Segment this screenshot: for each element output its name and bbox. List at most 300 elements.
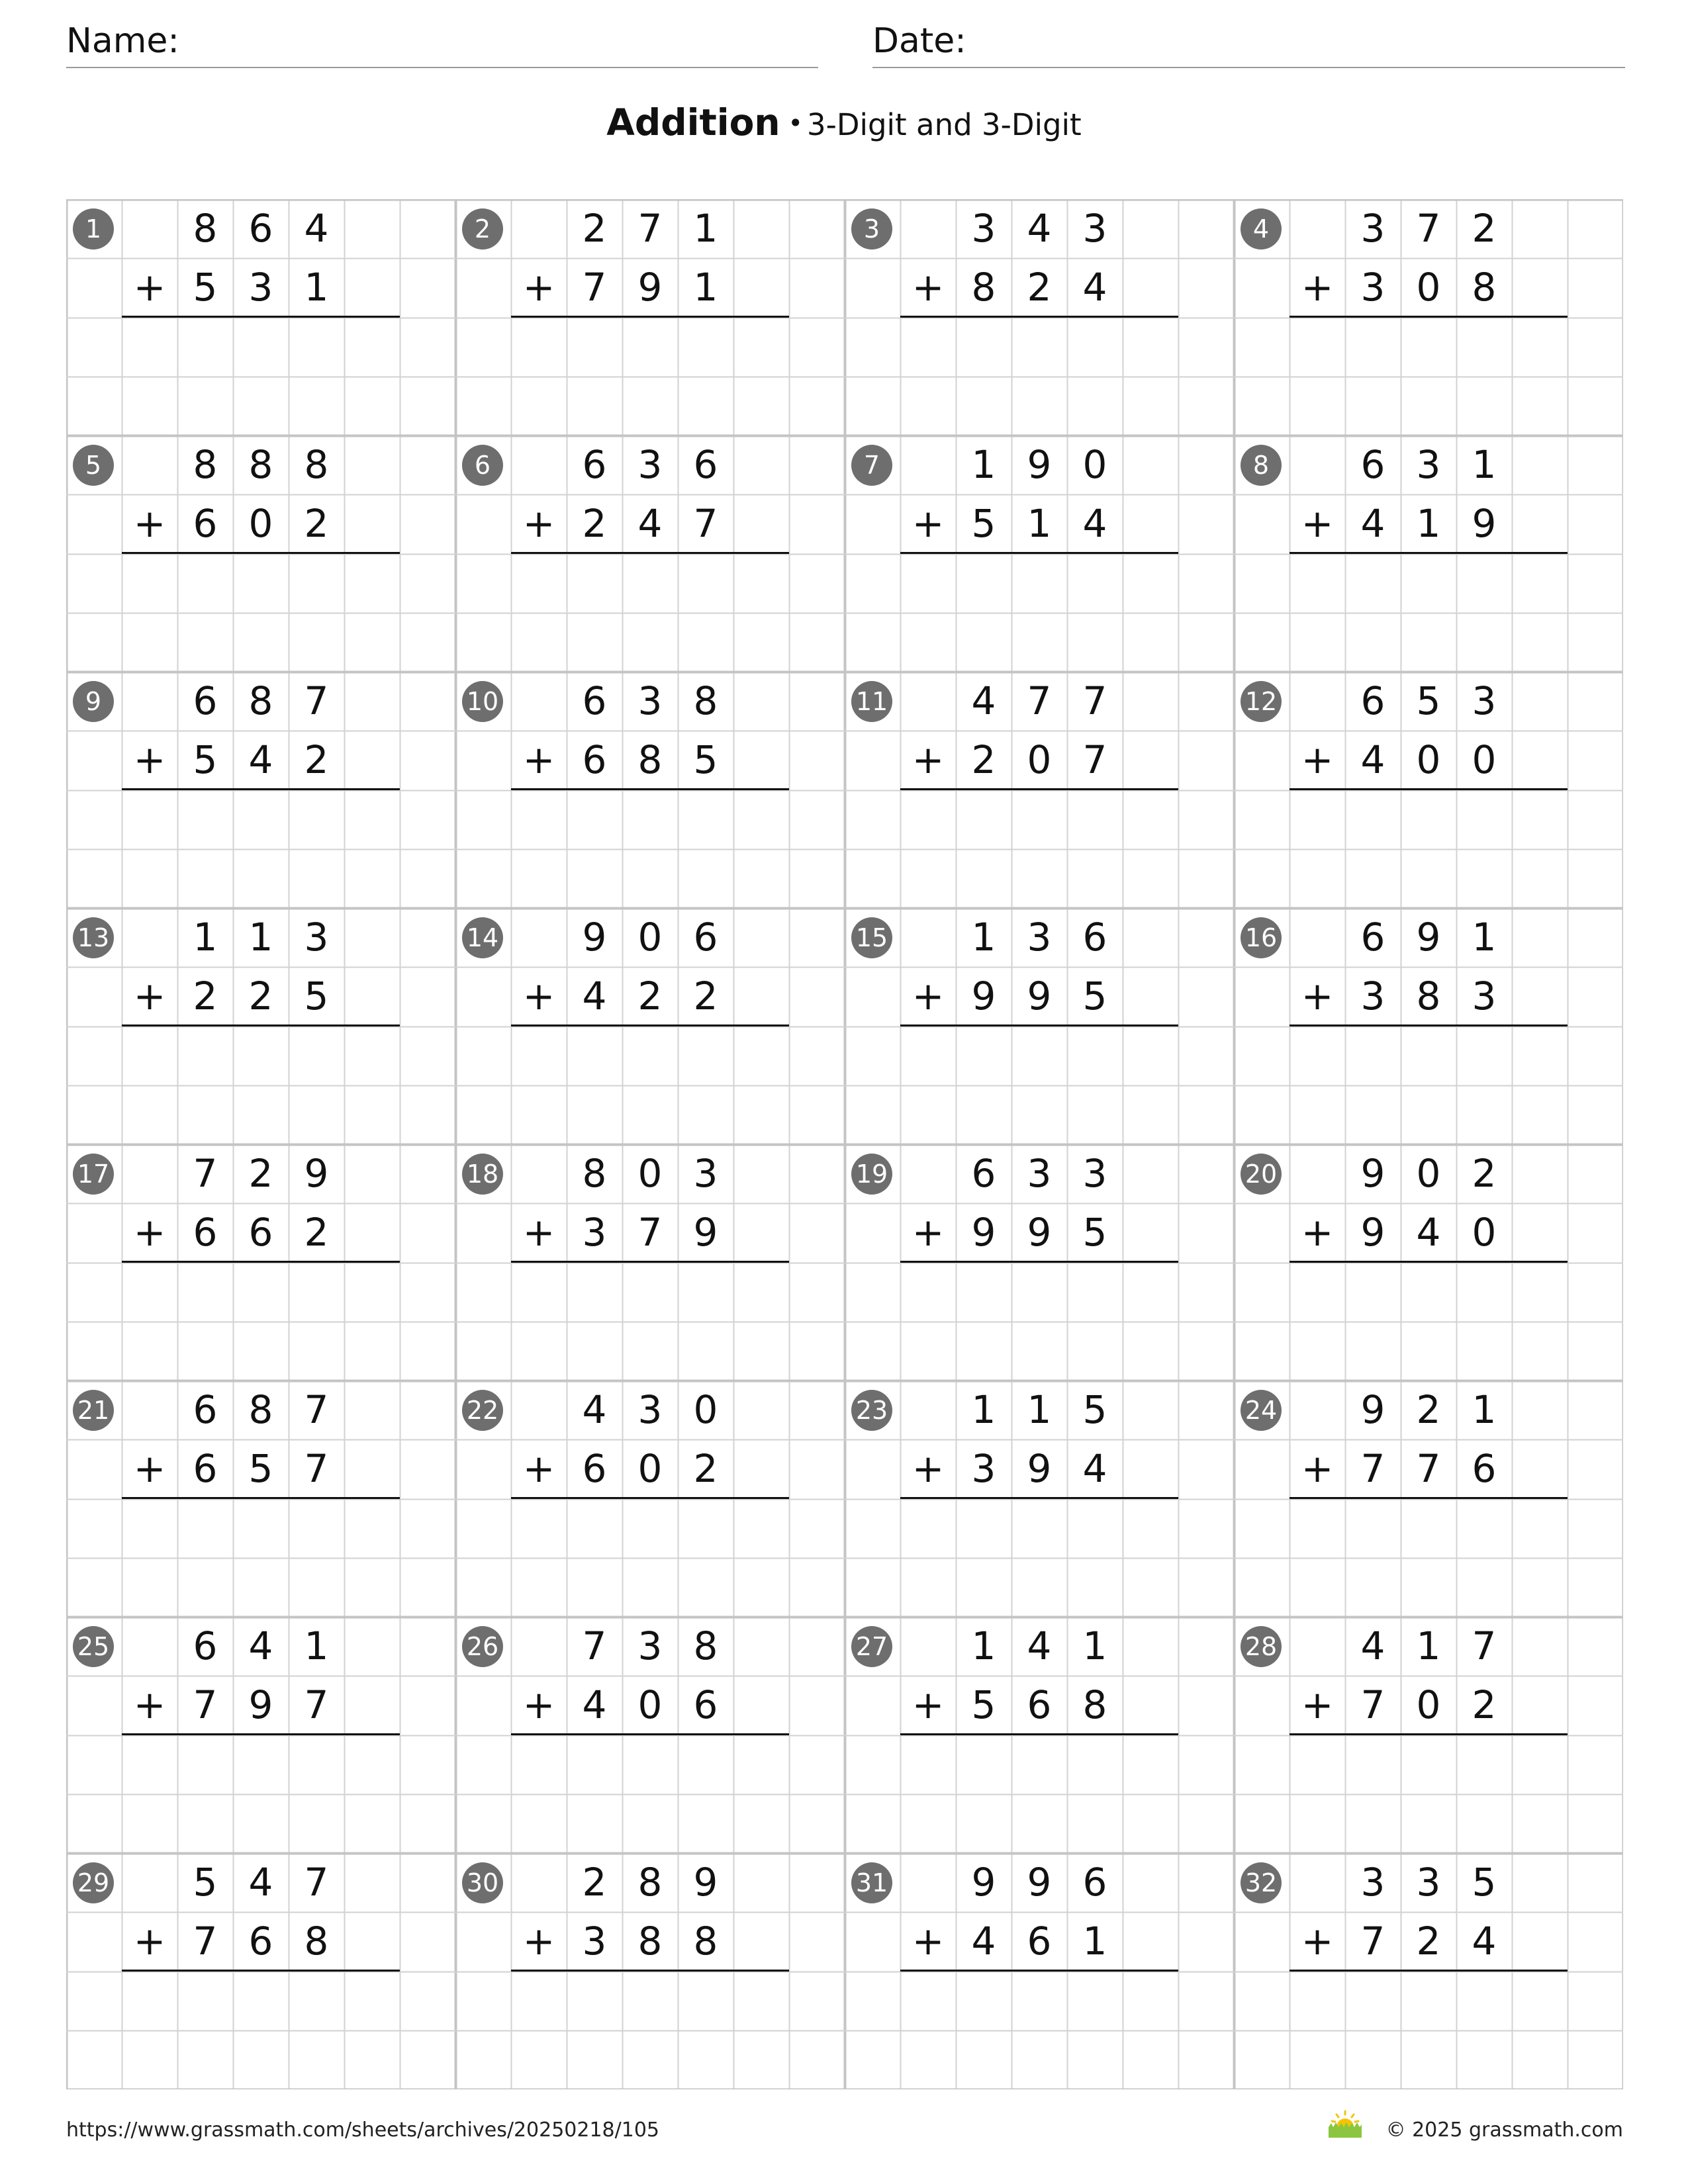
addend-bottom-digit: 8 xyxy=(1472,265,1497,310)
addend-top-digit: 9 xyxy=(971,1860,996,1905)
plus-operator: + xyxy=(1301,1446,1334,1491)
problem-30 xyxy=(455,1853,845,2089)
problem-20 xyxy=(1234,1144,1623,1381)
addend-bottom-digit: 5 xyxy=(1082,974,1107,1019)
addend-bottom-digit: 3 xyxy=(1360,974,1385,1019)
addend-top-digit: 3 xyxy=(1360,1860,1385,1905)
addend-top-digit: 3 xyxy=(693,1151,718,1196)
answer-line xyxy=(1289,1261,1568,1263)
addend-bottom-digit: 4 xyxy=(1082,1446,1107,1491)
answer-line xyxy=(900,1261,1178,1263)
problem-number-badge: 18 xyxy=(462,1154,503,1195)
addend-bottom-digit: 7 xyxy=(193,1919,218,1964)
addend-top-digit: 1 xyxy=(1416,1623,1441,1668)
answer-line xyxy=(900,788,1178,790)
addend-bottom-digit: 4 xyxy=(1082,501,1107,546)
addend-bottom-digit: 6 xyxy=(1027,1919,1052,1964)
answer-line xyxy=(1289,552,1568,554)
addend-bottom-digit: 6 xyxy=(1472,1446,1497,1491)
addend-top-digit: 4 xyxy=(1027,206,1052,251)
footer-url: https://www.grassmath.com/sheets/archives/20250218/105 xyxy=(66,2118,660,2142)
addend-bottom-digit: 1 xyxy=(1082,1919,1107,1964)
addend-top-digit: 8 xyxy=(193,442,218,487)
addend-bottom-digit: 9 xyxy=(971,1210,996,1255)
answer-line xyxy=(511,1970,789,1972)
addend-bottom-digit: 0 xyxy=(1472,1210,1497,1255)
addend-bottom-digit: 0 xyxy=(1027,737,1052,782)
problem-number-badge: 16 xyxy=(1241,917,1282,958)
addend-bottom-digit: 7 xyxy=(193,1682,218,1727)
addend-top-digit: 6 xyxy=(193,1623,218,1668)
addend-bottom-digit: 9 xyxy=(637,265,663,310)
problem-number-badge: 10 xyxy=(462,681,503,722)
plus-operator: + xyxy=(522,1682,555,1727)
addend-top-digit: 4 xyxy=(582,1387,607,1432)
addend-bottom-digit: 6 xyxy=(582,1446,607,1491)
problem-number-badge: 19 xyxy=(851,1154,892,1195)
problem-28 xyxy=(1234,1617,1623,1853)
addend-top-digit: 2 xyxy=(1416,1387,1441,1432)
footer-copyright: © 2025 grassmath.com xyxy=(1385,2118,1623,2142)
addend-bottom-digit: 2 xyxy=(1472,1682,1497,1727)
problem-10 xyxy=(455,672,845,908)
plus-operator: + xyxy=(133,265,166,310)
addend-top-digit: 6 xyxy=(1360,915,1385,960)
plus-operator: + xyxy=(912,737,945,782)
answer-line xyxy=(511,1261,789,1263)
plus-operator: + xyxy=(133,737,166,782)
answer-line xyxy=(122,1261,400,1263)
answer-line xyxy=(900,316,1178,318)
addend-bottom-digit: 0 xyxy=(1416,1682,1441,1727)
addend-bottom-digit: 8 xyxy=(637,1919,663,1964)
addend-bottom-digit: 8 xyxy=(1082,1682,1107,1727)
addend-bottom-digit: 6 xyxy=(693,1682,718,1727)
answer-line xyxy=(1289,316,1568,318)
plus-operator: + xyxy=(522,1210,555,1255)
addend-top-digit: 3 xyxy=(637,1387,663,1432)
problem-number-badge: 20 xyxy=(1241,1154,1282,1195)
problem-11 xyxy=(845,672,1234,908)
addend-top-digit: 8 xyxy=(582,1151,607,1196)
answer-line xyxy=(1289,1970,1568,1972)
problem-25 xyxy=(66,1617,455,1853)
addend-bottom-digit: 2 xyxy=(248,974,273,1019)
addend-bottom-digit: 3 xyxy=(582,1919,607,1964)
problem-21 xyxy=(66,1381,455,1617)
addend-bottom-digit: 2 xyxy=(304,1210,329,1255)
addend-top-digit: 3 xyxy=(1027,1151,1052,1196)
addend-bottom-digit: 2 xyxy=(1027,265,1052,310)
addend-top-digit: 1 xyxy=(971,915,996,960)
answer-line xyxy=(1289,1733,1568,1735)
problem-5 xyxy=(66,435,455,672)
addend-bottom-digit: 5 xyxy=(304,974,329,1019)
addend-bottom-digit: 7 xyxy=(582,265,607,310)
problem-number-badge: 14 xyxy=(462,917,503,958)
date-field-line[interactable] xyxy=(872,67,1625,68)
name-label: Name: xyxy=(66,21,179,61)
plus-operator: + xyxy=(912,1682,945,1727)
addend-top-digit: 5 xyxy=(1472,1860,1497,1905)
addend-bottom-digit: 5 xyxy=(193,737,218,782)
problem-4 xyxy=(1234,199,1623,435)
addend-bottom-digit: 7 xyxy=(1082,737,1107,782)
problem-32 xyxy=(1234,1853,1623,2089)
plus-operator: + xyxy=(1301,737,1334,782)
addend-bottom-digit: 9 xyxy=(248,1682,273,1727)
addend-top-digit: 4 xyxy=(248,1623,273,1668)
plus-operator: + xyxy=(1301,501,1334,546)
addend-bottom-digit: 8 xyxy=(971,265,996,310)
addend-bottom-digit: 7 xyxy=(693,501,718,546)
addend-top-digit: 3 xyxy=(637,442,663,487)
addend-top-digit: 3 xyxy=(637,1623,663,1668)
addend-top-digit: 0 xyxy=(1082,442,1107,487)
addend-top-digit: 7 xyxy=(637,206,663,251)
answer-line xyxy=(511,1733,789,1735)
addend-top-digit: 1 xyxy=(971,1387,996,1432)
addend-top-digit: 9 xyxy=(1360,1151,1385,1196)
date-label: Date: xyxy=(872,21,966,61)
answer-line xyxy=(122,1970,400,1972)
addend-top-digit: 9 xyxy=(304,1151,329,1196)
addend-top-digit: 5 xyxy=(1082,1387,1107,1432)
addend-bottom-digit: 2 xyxy=(193,974,218,1019)
problem-grid xyxy=(66,199,1623,2089)
addend-bottom-digit: 6 xyxy=(248,1210,273,1255)
problem-number-badge: 28 xyxy=(1241,1626,1282,1667)
addend-bottom-digit: 9 xyxy=(1472,501,1497,546)
addend-bottom-digit: 0 xyxy=(248,501,273,546)
addend-top-digit: 4 xyxy=(248,1860,273,1905)
problem-6 xyxy=(455,435,845,672)
addend-bottom-digit: 9 xyxy=(1027,1446,1052,1491)
addend-top-digit: 6 xyxy=(693,442,718,487)
addend-top-digit: 8 xyxy=(248,442,273,487)
plus-operator: + xyxy=(912,265,945,310)
addend-bottom-digit: 3 xyxy=(582,1210,607,1255)
problem-number-badge: 6 xyxy=(462,445,503,486)
plus-operator: + xyxy=(133,1919,166,1964)
plus-operator: + xyxy=(912,1210,945,1255)
addend-top-digit: 3 xyxy=(1082,206,1107,251)
problem-number-badge: 15 xyxy=(851,917,892,958)
addend-bottom-digit: 4 xyxy=(971,1919,996,1964)
addend-top-digit: 8 xyxy=(304,442,329,487)
addend-bottom-digit: 9 xyxy=(1027,1210,1052,1255)
answer-line xyxy=(122,788,400,790)
addend-top-digit: 7 xyxy=(1472,1623,1497,1668)
answer-line xyxy=(900,1024,1178,1026)
plus-operator: + xyxy=(912,1446,945,1491)
addend-top-digit: 3 xyxy=(1472,678,1497,723)
addend-top-digit: 1 xyxy=(304,1623,329,1668)
plus-operator: + xyxy=(133,1210,166,1255)
addend-top-digit: 3 xyxy=(1416,442,1441,487)
addend-bottom-digit: 6 xyxy=(1027,1682,1052,1727)
addend-bottom-digit: 5 xyxy=(971,501,996,546)
addend-top-digit: 6 xyxy=(582,442,607,487)
addend-bottom-digit: 9 xyxy=(693,1210,718,1255)
answer-line xyxy=(900,1970,1178,1972)
addend-top-digit: 6 xyxy=(1360,678,1385,723)
addend-bottom-digit: 7 xyxy=(304,1446,329,1491)
addend-bottom-digit: 5 xyxy=(693,737,718,782)
addend-top-digit: 0 xyxy=(1416,1151,1441,1196)
problem-8 xyxy=(1234,435,1623,672)
problem-14 xyxy=(455,908,845,1144)
addend-bottom-digit: 5 xyxy=(971,1682,996,1727)
addend-top-digit: 9 xyxy=(1416,915,1441,960)
addend-top-digit: 0 xyxy=(693,1387,718,1432)
problem-number-badge: 25 xyxy=(73,1626,114,1667)
problem-number-badge: 5 xyxy=(73,445,114,486)
problem-17 xyxy=(66,1144,455,1381)
title-subtitle: 3-Digit and 3-Digit xyxy=(806,107,1082,142)
plus-operator: + xyxy=(1301,974,1334,1019)
plus-operator: + xyxy=(912,501,945,546)
addend-top-digit: 3 xyxy=(1027,915,1052,960)
problem-number-badge: 30 xyxy=(462,1862,503,1903)
plus-operator: + xyxy=(1301,1919,1334,1964)
addend-bottom-digit: 1 xyxy=(693,265,718,310)
addend-bottom-digit: 3 xyxy=(248,265,273,310)
addend-bottom-digit: 4 xyxy=(637,501,663,546)
addend-top-digit: 9 xyxy=(582,915,607,960)
problem-18 xyxy=(455,1144,845,1381)
addend-top-digit: 7 xyxy=(304,678,329,723)
plus-operator: + xyxy=(133,1446,166,1491)
problem-24 xyxy=(1234,1381,1623,1617)
problem-3 xyxy=(845,199,1234,435)
answer-line xyxy=(122,1024,400,1026)
problem-15 xyxy=(845,908,1234,1144)
plus-operator: + xyxy=(522,974,555,1019)
answer-line xyxy=(511,552,789,554)
addend-bottom-digit: 2 xyxy=(637,974,663,1019)
addend-top-digit: 9 xyxy=(693,1860,718,1905)
addend-bottom-digit: 0 xyxy=(637,1446,663,1491)
addend-bottom-digit: 4 xyxy=(582,974,607,1019)
plus-operator: + xyxy=(522,1446,555,1491)
addend-top-digit: 2 xyxy=(582,206,607,251)
answer-line xyxy=(900,1497,1178,1499)
problem-number-badge: 24 xyxy=(1241,1390,1282,1431)
addend-bottom-digit: 0 xyxy=(637,1682,663,1727)
problem-number-badge: 13 xyxy=(73,917,114,958)
addend-bottom-digit: 1 xyxy=(1027,501,1052,546)
addend-top-digit: 8 xyxy=(193,206,218,251)
addend-top-digit: 8 xyxy=(248,678,273,723)
addend-top-digit: 5 xyxy=(1416,678,1441,723)
addend-bottom-digit: 5 xyxy=(193,265,218,310)
problem-number-badge: 9 xyxy=(73,681,114,722)
plus-operator: + xyxy=(522,1919,555,1964)
addend-bottom-digit: 9 xyxy=(1360,1210,1385,1255)
answer-line xyxy=(122,1497,400,1499)
addend-top-digit: 2 xyxy=(1472,1151,1497,1196)
problem-number-badge: 23 xyxy=(851,1390,892,1431)
addend-bottom-digit: 6 xyxy=(248,1919,273,1964)
addend-top-digit: 8 xyxy=(693,678,718,723)
addend-bottom-digit: 6 xyxy=(582,737,607,782)
addend-bottom-digit: 9 xyxy=(971,974,996,1019)
problem-number-badge: 22 xyxy=(462,1390,503,1431)
addend-top-digit: 6 xyxy=(193,678,218,723)
addend-bottom-digit: 0 xyxy=(1472,737,1497,782)
addend-top-digit: 7 xyxy=(582,1623,607,1668)
addend-bottom-digit: 2 xyxy=(693,974,718,1019)
addend-bottom-digit: 9 xyxy=(1027,974,1052,1019)
answer-line xyxy=(122,316,400,318)
answer-line xyxy=(1289,788,1568,790)
addend-bottom-digit: 2 xyxy=(304,501,329,546)
plus-operator: + xyxy=(1301,265,1334,310)
addend-bottom-digit: 0 xyxy=(1416,737,1441,782)
addend-top-digit: 5 xyxy=(193,1860,218,1905)
problem-number-badge: 7 xyxy=(851,445,892,486)
addend-bottom-digit: 2 xyxy=(693,1446,718,1491)
addend-top-digit: 7 xyxy=(1416,206,1441,251)
answer-line xyxy=(511,788,789,790)
answer-line xyxy=(900,1733,1178,1735)
plus-operator: + xyxy=(522,265,555,310)
addend-top-digit: 1 xyxy=(1472,442,1497,487)
addend-top-digit: 9 xyxy=(1360,1387,1385,1432)
problem-7 xyxy=(845,435,1234,672)
addend-top-digit: 9 xyxy=(1027,442,1052,487)
addend-top-digit: 1 xyxy=(193,915,218,960)
addend-bottom-digit: 6 xyxy=(193,1446,218,1491)
answer-line xyxy=(122,552,400,554)
addend-bottom-digit: 3 xyxy=(1472,974,1497,1019)
addend-top-digit: 1 xyxy=(248,915,273,960)
plus-operator: + xyxy=(912,974,945,1019)
addend-top-digit: 1 xyxy=(693,206,718,251)
addend-top-digit: 4 xyxy=(1360,1623,1385,1668)
problem-29 xyxy=(66,1853,455,2089)
problem-number-badge: 31 xyxy=(851,1862,892,1903)
plus-operator: + xyxy=(133,501,166,546)
problem-number-badge: 1 xyxy=(73,208,114,250)
addend-top-digit: 6 xyxy=(1360,442,1385,487)
addend-top-digit: 6 xyxy=(1082,915,1107,960)
plus-operator: + xyxy=(1301,1682,1334,1727)
problem-23 xyxy=(845,1381,1234,1617)
addend-top-digit: 6 xyxy=(582,678,607,723)
problem-13 xyxy=(66,908,455,1144)
addend-bottom-digit: 2 xyxy=(1416,1919,1441,1964)
addend-bottom-digit: 4 xyxy=(582,1682,607,1727)
plus-operator: + xyxy=(522,501,555,546)
addend-bottom-digit: 4 xyxy=(248,737,273,782)
addend-top-digit: 3 xyxy=(1360,206,1385,251)
addend-top-digit: 6 xyxy=(248,206,273,251)
addend-top-digit: 4 xyxy=(1027,1623,1052,1668)
addend-top-digit: 7 xyxy=(1082,678,1107,723)
addend-top-digit: 4 xyxy=(971,678,996,723)
plus-operator: + xyxy=(133,1682,166,1727)
plus-operator: + xyxy=(133,974,166,1019)
addend-top-digit: 3 xyxy=(1416,1860,1441,1905)
addend-top-digit: 2 xyxy=(1472,206,1497,251)
addend-bottom-digit: 7 xyxy=(1360,1919,1385,1964)
addend-bottom-digit: 5 xyxy=(1082,1210,1107,1255)
title-main: Addition xyxy=(606,101,780,144)
name-field-line[interactable] xyxy=(66,67,818,68)
problem-number-badge: 2 xyxy=(462,208,503,250)
problem-16 xyxy=(1234,908,1623,1144)
problem-1 xyxy=(66,199,455,435)
addend-top-digit: 3 xyxy=(971,206,996,251)
addend-top-digit: 6 xyxy=(971,1151,996,1196)
addend-top-digit: 7 xyxy=(193,1151,218,1196)
addend-top-digit: 8 xyxy=(637,1860,663,1905)
addend-top-digit: 1 xyxy=(1027,1387,1052,1432)
plus-operator: + xyxy=(912,1919,945,1964)
addend-top-digit: 7 xyxy=(304,1860,329,1905)
problem-2 xyxy=(455,199,845,435)
addend-bottom-digit: 8 xyxy=(1416,974,1441,1019)
addend-bottom-digit: 7 xyxy=(304,1682,329,1727)
addend-bottom-digit: 3 xyxy=(1360,265,1385,310)
problem-number-badge: 29 xyxy=(73,1862,114,1903)
plus-operator: + xyxy=(1301,1210,1334,1255)
problem-number-badge: 21 xyxy=(73,1390,114,1431)
problem-19 xyxy=(845,1144,1234,1381)
problem-27 xyxy=(845,1617,1234,1853)
addend-top-digit: 8 xyxy=(248,1387,273,1432)
title-separator: • xyxy=(788,109,803,138)
addend-top-digit: 7 xyxy=(1027,678,1052,723)
answer-line xyxy=(511,1497,789,1499)
addend-top-digit: 0 xyxy=(637,915,663,960)
addend-bottom-digit: 6 xyxy=(193,1210,218,1255)
problem-22 xyxy=(455,1381,845,1617)
problem-12 xyxy=(1234,672,1623,908)
addend-bottom-digit: 2 xyxy=(304,737,329,782)
addend-top-digit: 1 xyxy=(971,442,996,487)
problem-number-badge: 17 xyxy=(73,1154,114,1195)
addend-top-digit: 6 xyxy=(193,1387,218,1432)
addend-top-digit: 1 xyxy=(1472,1387,1497,1432)
answer-line xyxy=(1289,1497,1568,1499)
addend-top-digit: 6 xyxy=(1082,1860,1107,1905)
addend-bottom-digit: 1 xyxy=(304,265,329,310)
problem-number-badge: 32 xyxy=(1241,1862,1282,1903)
addend-top-digit: 2 xyxy=(582,1860,607,1905)
plus-operator: + xyxy=(522,737,555,782)
problem-number-badge: 11 xyxy=(851,681,892,722)
addend-bottom-digit: 2 xyxy=(582,501,607,546)
addend-bottom-digit: 4 xyxy=(1360,737,1385,782)
problem-number-badge: 4 xyxy=(1241,208,1282,250)
answer-line xyxy=(511,1024,789,1026)
answer-line xyxy=(122,1733,400,1735)
problem-number-badge: 8 xyxy=(1241,445,1282,486)
answer-line xyxy=(511,316,789,318)
addend-top-digit: 3 xyxy=(304,915,329,960)
addend-top-digit: 6 xyxy=(693,915,718,960)
addend-bottom-digit: 8 xyxy=(693,1919,718,1964)
worksheet-title xyxy=(0,101,1688,144)
problem-26 xyxy=(455,1617,845,1853)
problem-number-badge: 26 xyxy=(462,1626,503,1667)
addend-top-digit: 1 xyxy=(1472,915,1497,960)
problem-9 xyxy=(66,672,455,908)
addend-bottom-digit: 0 xyxy=(1416,265,1441,310)
